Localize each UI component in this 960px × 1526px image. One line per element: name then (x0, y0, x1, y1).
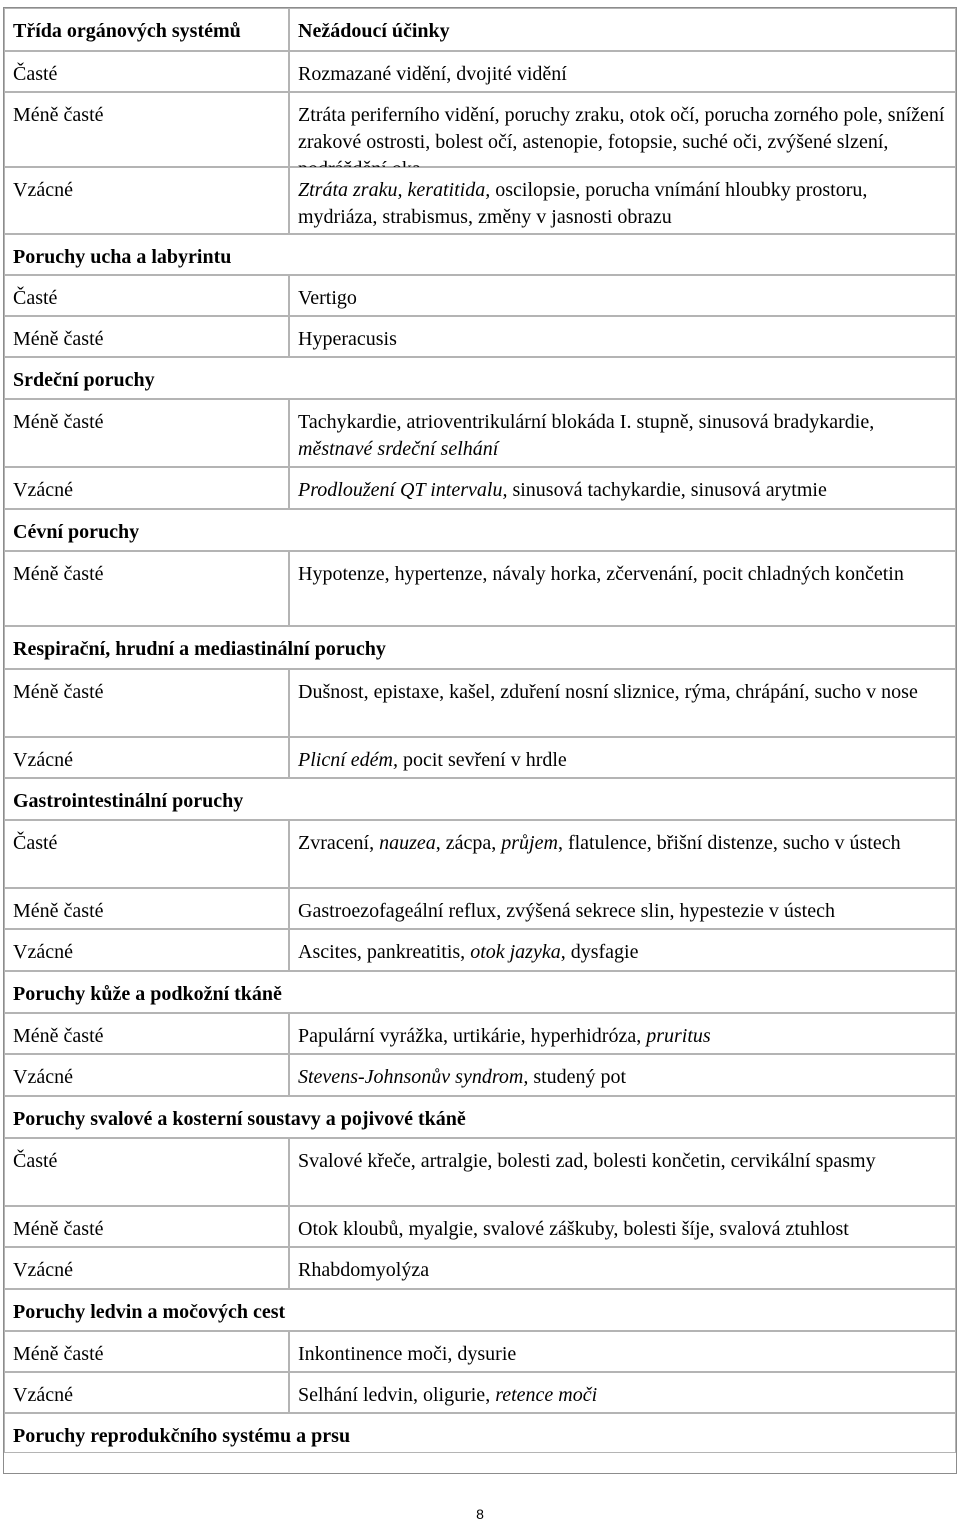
frequency-cell: Vzácné (4, 929, 289, 971)
frequency-cell: Vzácné (4, 467, 289, 509)
table-row (4, 1206, 956, 1247)
table-row (4, 1331, 956, 1372)
section-header-row (4, 1289, 956, 1331)
effects-cell (289, 1013, 956, 1054)
frequency-cell: Vzácné (4, 737, 289, 778)
effect-text-italic: otok jazyka (470, 941, 561, 963)
effect-text-italic: Ztráta zraku, keratitida, (298, 179, 491, 201)
table-row (4, 167, 956, 234)
effects-cell (289, 275, 956, 316)
table-row (4, 275, 956, 316)
effect-text: Tachykardie, atrioventrikulární blokáda I. stupně, sinusová bradykardie, (298, 411, 875, 433)
effect-text: Ztráta periferního vidění, poruchy zraku, otok očí, porucha zorného pole, snížení zrakové ostrosti, bolest očí, astenopie, fotopsie, suché oči, zvýšené slzení, (298, 104, 945, 153)
effect-text: Ascites, pankreatitis, (298, 941, 471, 963)
frequency-cell: Vzácné (4, 1054, 289, 1096)
effect-text: Svalové křeče, artralgie, bolesti zad, bolesti končetin, cervikální spasmy (298, 1150, 876, 1172)
section-title: Poruchy kůže a podkožní tkáně (4, 971, 956, 1013)
effect-text: pocit sevření v hrdle (397, 749, 567, 771)
effects-cell (289, 167, 956, 234)
effects-cell (289, 669, 956, 737)
page-number: 8 (476, 1506, 484, 1522)
effects-cell (289, 1206, 956, 1247)
effect-text: Zvracení, (298, 832, 380, 854)
frequency-cell: Méně časté (4, 399, 289, 467)
effect-text-italic: retence moči (495, 1384, 598, 1406)
section-header-row (4, 234, 956, 275)
frequency-cell: Časté (4, 275, 289, 316)
effects-cell (289, 737, 956, 778)
table-row (4, 1138, 956, 1206)
table-row (4, 316, 956, 357)
section-title: Poruchy ucha a labyrintu (4, 234, 956, 275)
frequency-cell: Méně časté (4, 1206, 289, 1247)
section-header-row (4, 1096, 956, 1138)
table-row (4, 1054, 956, 1096)
effect-text: Inkontinence moči, dysurie (298, 1343, 517, 1365)
effect-text: Hyperacusis (298, 328, 397, 350)
effects-cell (289, 1054, 956, 1096)
effect-text-italic: Prodloužení QT intervalu, (298, 479, 508, 501)
effect-text: Otok kloubů, myalgie, svalové záškuby, bolesti šíje, svalová ztuhlost (298, 1218, 849, 1240)
effect-text-italic: průjem (501, 832, 558, 854)
section-title: Gastrointestinální poruchy (4, 778, 956, 820)
effects-cell (289, 51, 956, 92)
header-adverse-effects: Nežádoucí účinky (289, 8, 956, 51)
effects-cell (289, 316, 956, 357)
table-row (4, 888, 956, 929)
frequency-cell: Vzácné (4, 1372, 289, 1413)
effects-cell (289, 1372, 956, 1413)
effects-cell (289, 467, 956, 509)
effects-cell (289, 551, 956, 626)
effects-cell (289, 929, 956, 971)
effect-text-italic: pruritus (646, 1025, 711, 1047)
section-title: Srdeční poruchy (4, 357, 956, 399)
table-row (4, 669, 956, 737)
frequency-cell: Vzácné (4, 167, 289, 234)
effects-cell (289, 1331, 956, 1372)
table-row (4, 1372, 956, 1413)
effect-text: Gastroezofageální reflux, zvýšená sekrece slin, hypestezie v ústech (298, 900, 835, 922)
table-row (4, 92, 956, 167)
effects-cell (289, 1138, 956, 1206)
frequency-cell: Méně časté (4, 551, 289, 626)
section-title: Cévní poruchy (4, 509, 956, 551)
table-row (4, 1247, 956, 1289)
effects-cell (289, 399, 956, 467)
section-title: Respirační, hrudní a mediastinální poruchy (4, 626, 956, 669)
frequency-cell: Časté (4, 820, 289, 888)
effect-text: Vertigo (298, 287, 357, 309)
section-title: Poruchy reprodukčního systému a prsu (4, 1413, 956, 1453)
effect-text: studený pot (528, 1066, 627, 1088)
table-row (4, 929, 956, 971)
frequency-cell: Méně časté (4, 1013, 289, 1054)
effect-text: Dušnost, epistaxe, kašel, zduření nosní sliznice, rýma, chrápání, sucho v nose (298, 681, 918, 703)
effect-text: Papulární vyrážka, urtikárie, hyperhidróza, (298, 1025, 647, 1047)
effect-text: sinusová tachykardie, sinusová arytmie (507, 479, 827, 501)
effect-text: , dysfagie (560, 941, 639, 963)
section-header-row (4, 509, 956, 551)
section-header-row (4, 357, 956, 399)
section-header-row (4, 778, 956, 820)
table-row (4, 737, 956, 778)
header-organ-class: Třída orgánových systémů (4, 8, 289, 51)
frequency-cell: Méně časté (4, 888, 289, 929)
effect-text: Hypotenze, hypertenze, návaly horka, zčervenání, pocit chladných končetin (298, 563, 904, 585)
section-title: Poruchy ledvin a močových cest (4, 1289, 956, 1331)
section-title: Poruchy svalové a kosterní soustavy a pojivové tkáně (4, 1096, 956, 1138)
effect-text: Selhání ledvin, oligurie, (298, 1384, 496, 1406)
effects-cell (289, 888, 956, 929)
frequency-cell: Vzácné (4, 1247, 289, 1289)
effects-cell (289, 1247, 956, 1289)
effect-text-italic: nauzea (379, 832, 436, 854)
frequency-cell: Méně časté (4, 1331, 289, 1372)
frequency-cell: Časté (4, 1138, 289, 1206)
effect-text-italic: městnavé srdeční selhání (298, 438, 499, 460)
effect-text: Rhabdomyolýza (298, 1259, 430, 1281)
frequency-cell: Méně časté (4, 316, 289, 357)
table-row (4, 399, 956, 467)
frequency-cell: Méně časté (4, 669, 289, 737)
table-row (4, 1013, 956, 1054)
table-header-row (4, 8, 956, 51)
frequency-cell: Časté (4, 51, 289, 92)
section-header-row (4, 626, 956, 669)
effect-text-italic: Plicní edém, (298, 749, 398, 771)
adverse-effects-table (4, 8, 956, 1453)
effect-text: , flatulence, břišní distenze, sucho v ústech (557, 832, 901, 854)
effect-text-italic: Stevens-Johnsonův syndrom, (298, 1066, 529, 1088)
frequency-cell: Méně časté (4, 92, 289, 167)
effect-text: Rozmazané vidění, dvojité vidění (298, 63, 567, 85)
table-row (4, 820, 956, 888)
table-row (4, 551, 956, 626)
section-header-row (4, 1413, 956, 1453)
table-row (4, 467, 956, 509)
effects-cell (289, 820, 956, 888)
effects-cell (289, 92, 956, 167)
section-header-row (4, 971, 956, 1013)
table-row (4, 51, 956, 92)
effect-text: , zácpa, (435, 832, 502, 854)
effect-text: oscilopsie, porucha vnímání hloubky prostoru, mydriáza, strabismus, změny v jasnosti obrazu (298, 179, 868, 228)
